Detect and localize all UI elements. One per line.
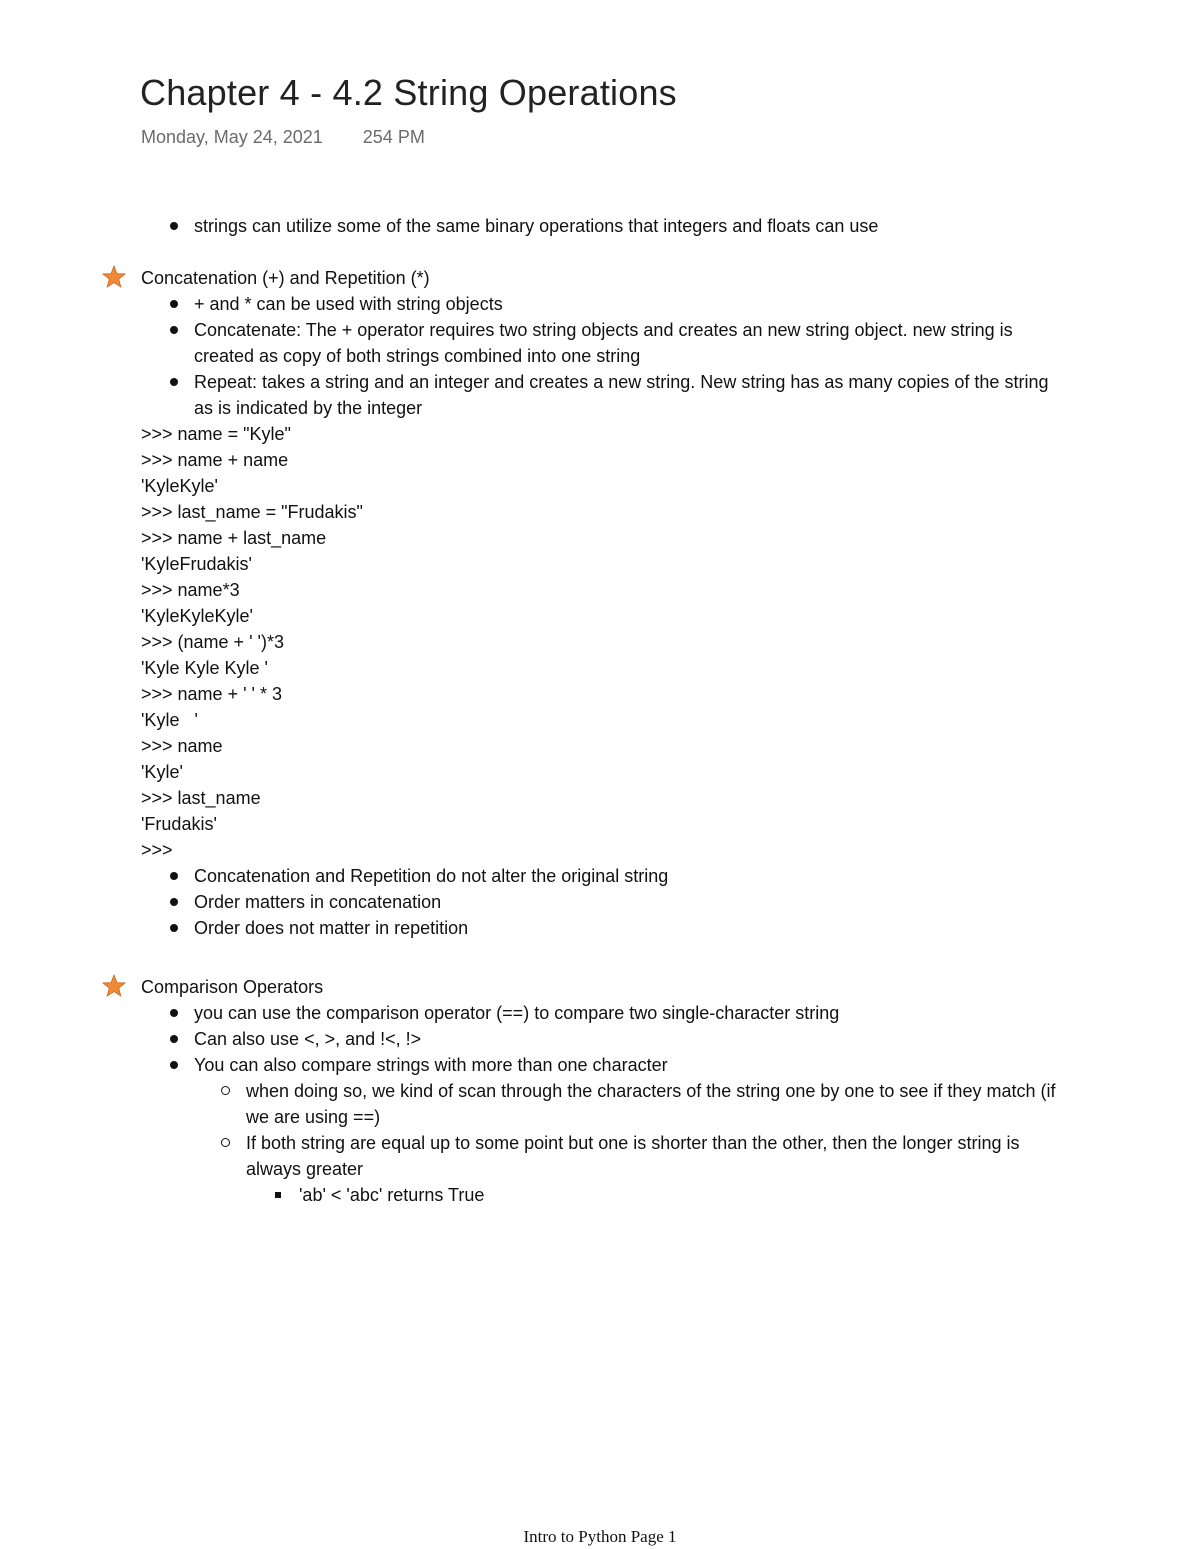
page-date-time	[141, 127, 425, 148]
code-line: 'Frudakis'	[141, 814, 217, 834]
bullet-dot-icon	[170, 378, 178, 386]
list-item-text: Concatenate: The + operator requires two string objects and creates an new string object. new string is created as copy of both strings combined into one string	[194, 320, 1013, 366]
list-item-text: + and * can be used with string objects	[194, 294, 503, 314]
list-item-text: Order does not matter in repetition	[194, 918, 469, 938]
list-item	[0, 317, 1200, 369]
bullet-circle-icon	[221, 1138, 230, 1147]
code-line: >>> (name + ' ')*3	[141, 632, 284, 652]
list-item-text: when doing so, we kind of scan through the characters of the string one by one to see if they match (if we are using ==)	[246, 1081, 1056, 1127]
list-item	[0, 291, 1200, 317]
list-item-text: Repeat: takes a string and an integer and creates a new string. New string has as many copies of the string as is indicated by the integer	[194, 372, 1049, 418]
code-example	[0, 421, 1200, 863]
concatenation-list	[0, 291, 1200, 421]
bullet-dot-icon	[170, 1061, 178, 1069]
list-item	[0, 369, 1200, 421]
code-line: >>> name + name	[141, 450, 289, 470]
comparison-section	[0, 974, 1200, 1208]
code-line: >>> last_name = "Frudakis"	[141, 502, 363, 522]
list-item-text: Concatenation and Repetition do not alter the original string	[194, 866, 669, 886]
list-item-text: Can also use <, >, and !<, !>	[194, 1029, 422, 1049]
bullet-dot-icon	[170, 1035, 178, 1043]
list-item	[0, 889, 1200, 915]
list-item	[0, 1000, 1200, 1026]
bullet-circle-icon	[221, 1086, 230, 1095]
bullet-dot-icon	[170, 326, 178, 334]
page-footer: Intro to Python Page 1	[523, 1527, 677, 1546]
section-heading-text: Concatenation (+) and Repetition (*)	[141, 268, 430, 288]
concatenation-section	[0, 265, 1200, 941]
section-heading-comparison	[0, 974, 1200, 1000]
bullet-dot-icon	[170, 1009, 178, 1017]
star-icon	[102, 265, 126, 289]
list-item	[0, 213, 1200, 239]
bullet-dot-icon	[170, 924, 178, 932]
concatenation-notes-list	[0, 863, 1200, 941]
code-line: >>> name = "Kyle"	[141, 424, 291, 444]
page-title: Chapter 4 - 4.2 String Operations	[140, 72, 677, 113]
list-item	[0, 1052, 1200, 1078]
sub-sub-list-item	[0, 1182, 1200, 1208]
intro-section	[0, 213, 1200, 239]
code-line: >>> name + last_name	[141, 528, 327, 548]
list-item-text: you can use the comparison operator (==) to compare two single-character string	[194, 1003, 840, 1023]
code-line: >>> last_name	[141, 788, 261, 808]
list-item	[0, 863, 1200, 889]
code-line: 'Kyle'	[141, 762, 183, 782]
star-icon	[102, 974, 126, 998]
section-heading-text: Comparison Operators	[141, 977, 324, 997]
bullet-square-icon	[275, 1192, 281, 1198]
list-item	[0, 1026, 1200, 1052]
code-line: >>> name*3	[141, 580, 240, 600]
code-line: 'KyleKyle'	[141, 476, 218, 496]
code-line: 'Kyle Kyle Kyle '	[141, 658, 268, 678]
bullet-dot-icon	[170, 222, 178, 230]
sub-list-item	[0, 1078, 1200, 1130]
comparison-list	[0, 1000, 1200, 1208]
list-item-text: strings can utilize some of the same binary operations that integers and floats can use	[194, 216, 879, 236]
list-item-text: 'ab' < 'abc' returns True	[299, 1185, 485, 1205]
page-date: Monday, May 24, 2021	[141, 127, 323, 147]
intro-list	[0, 213, 1200, 239]
code-line: 'KyleKyleKyle'	[141, 606, 253, 626]
code-line: >>>	[141, 840, 173, 860]
sub-list-item	[0, 1130, 1200, 1182]
bullet-dot-icon	[170, 300, 178, 308]
list-item-text: You can also compare strings with more than one character	[194, 1055, 668, 1075]
section-heading-concatenation	[0, 265, 1200, 291]
bullet-dot-icon	[170, 872, 178, 880]
list-item-text: If both string are equal up to some point but one is shorter than the other, then the longer string is always greater	[246, 1133, 1020, 1179]
list-item-text: Order matters in concatenation	[194, 892, 442, 912]
page-time: 254 PM	[362, 127, 425, 147]
code-line: 'KyleFrudakis'	[141, 554, 252, 574]
code-line: >>> name + ' ' * 3	[141, 684, 282, 704]
list-item	[0, 915, 1200, 941]
code-line: >>> name	[141, 736, 223, 756]
code-line: 'Kyle '	[141, 710, 198, 730]
bullet-dot-icon	[170, 898, 178, 906]
